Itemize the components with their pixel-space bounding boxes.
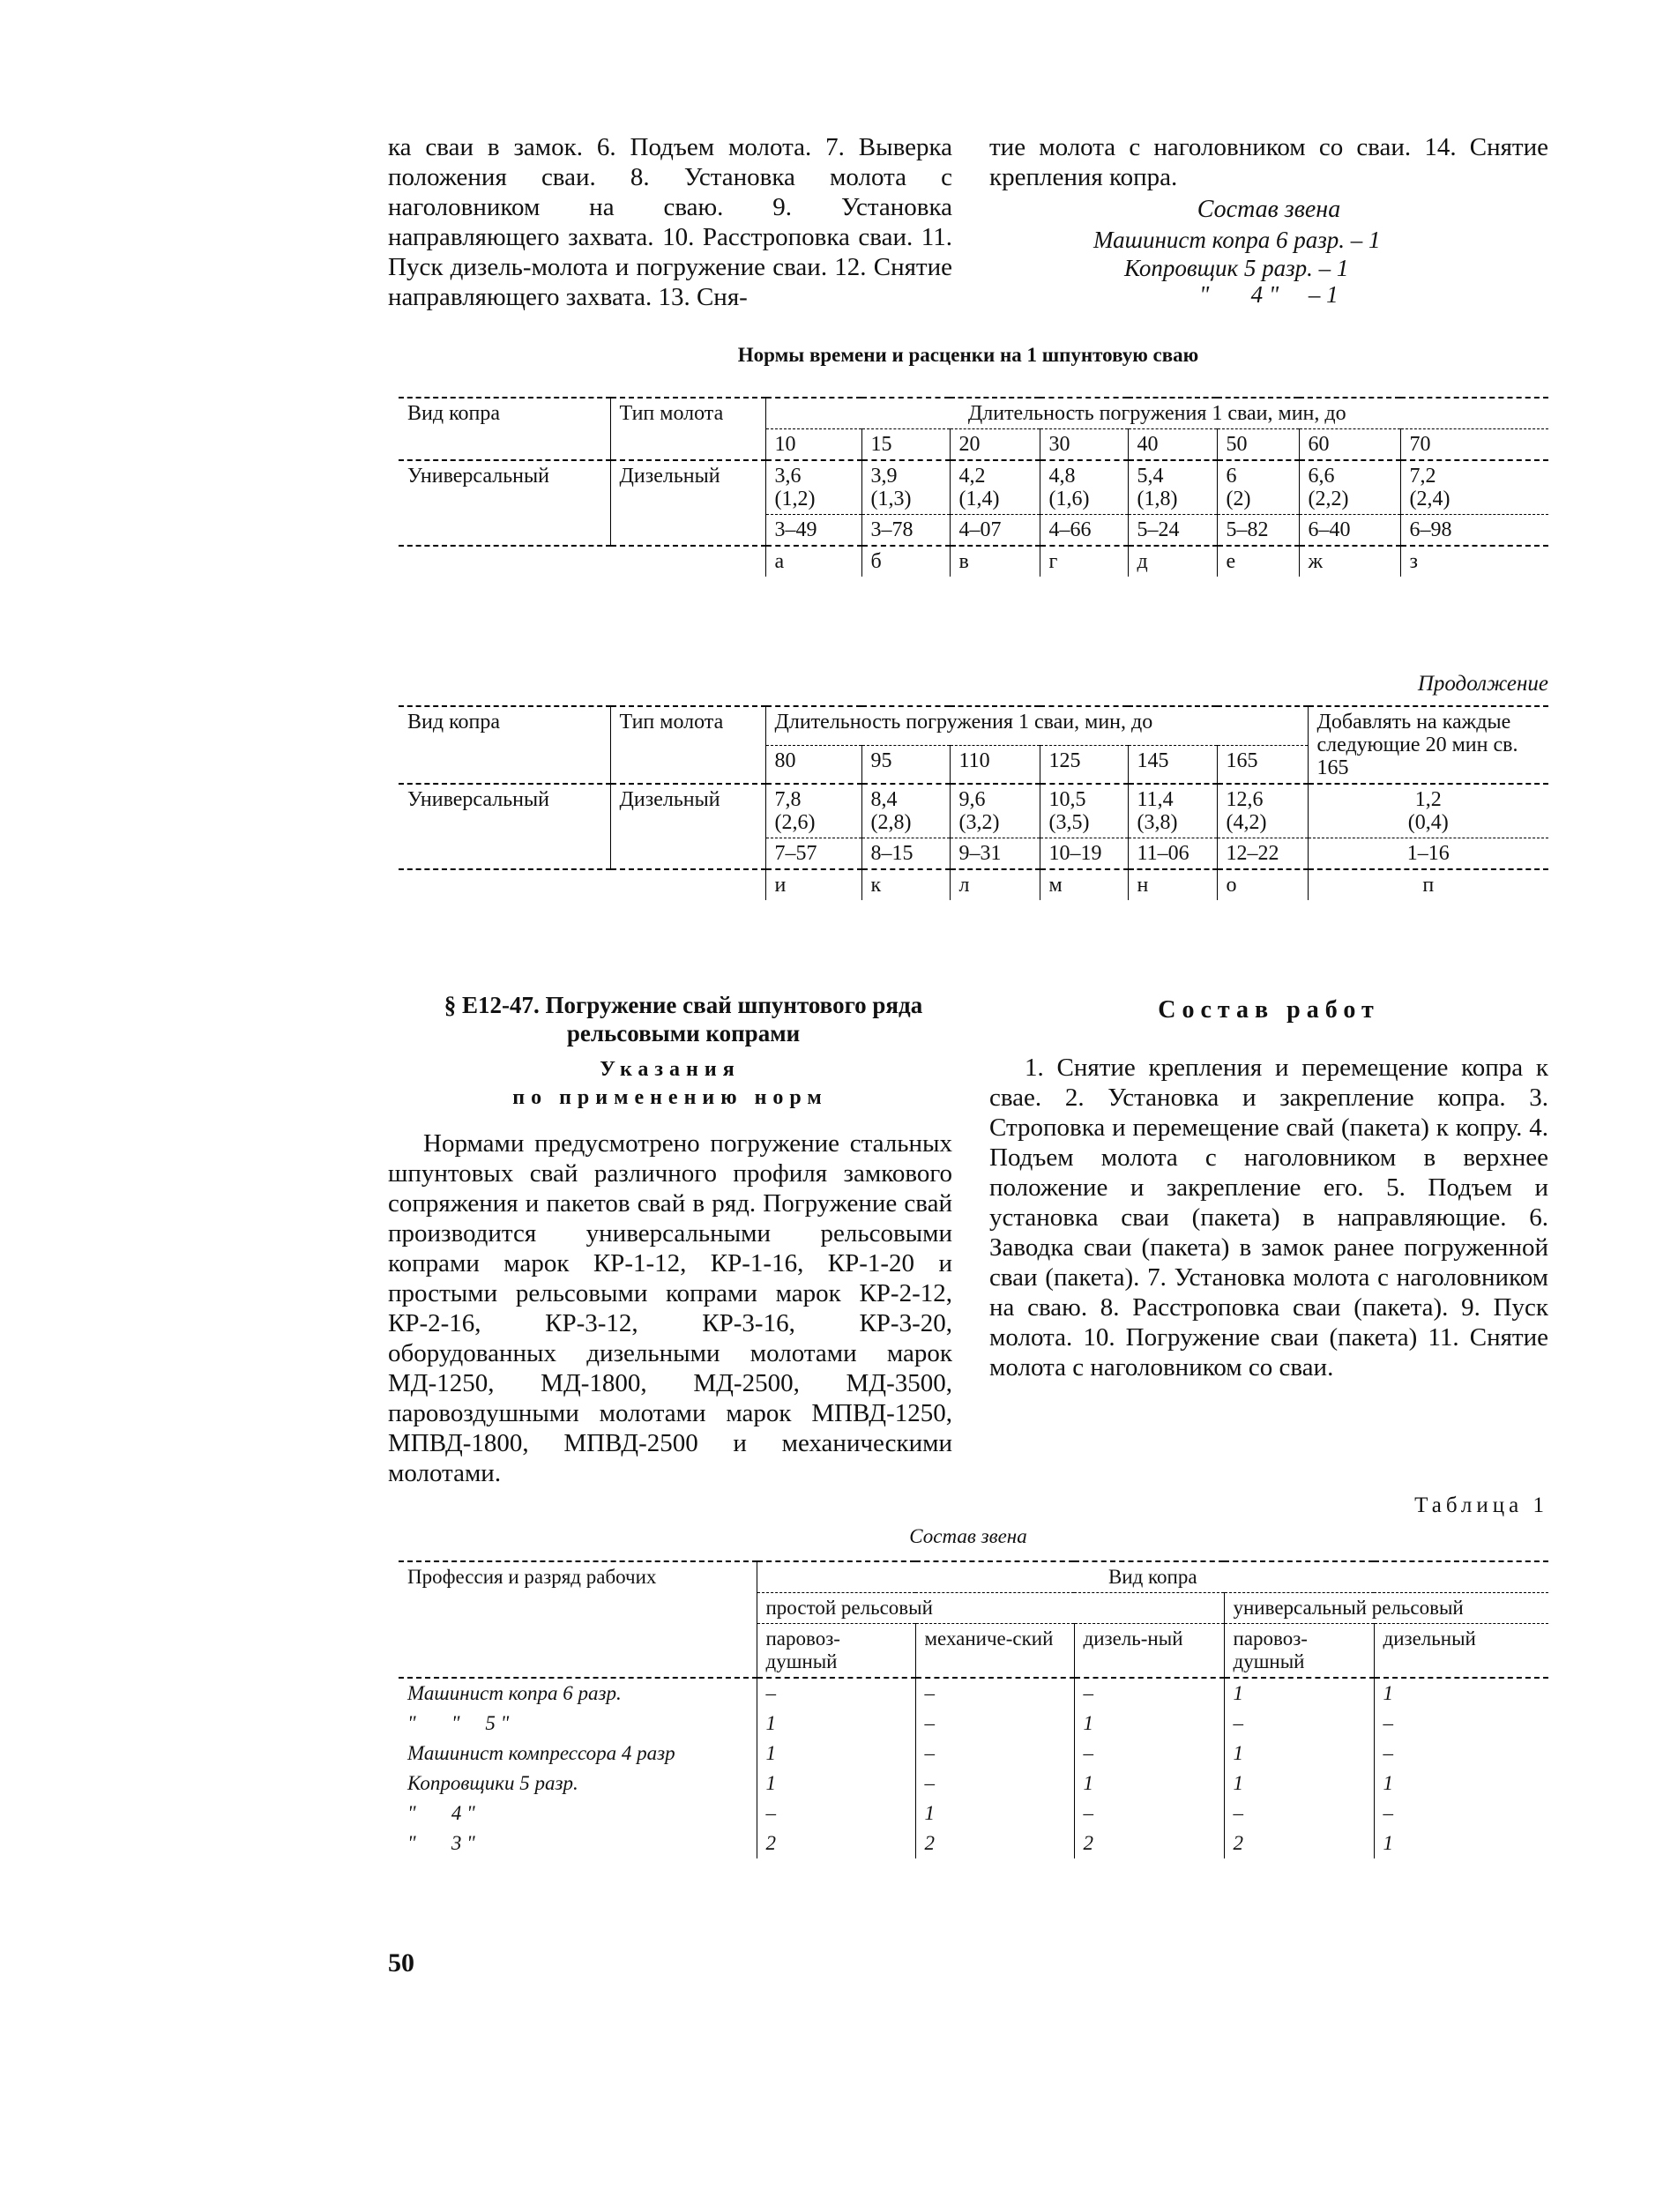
norm-cell: 6,6 (2,2) <box>1299 460 1400 515</box>
dur-cell: 125 <box>1040 745 1128 784</box>
dur-cell: 50 <box>1217 429 1299 461</box>
crew-cell: – <box>757 1678 915 1709</box>
crew-cell: 1 <box>915 1799 1074 1828</box>
crew-cell: – <box>915 1709 1074 1739</box>
norm-cell: 5,4 (1,8) <box>1128 460 1217 515</box>
top-right-text: тие молота с наголовником со сваи. 14. Снятие крепления копра. <box>989 133 1548 191</box>
price-cell: 3–49 <box>765 515 861 547</box>
heading-ukazaniya: Указания <box>600 1058 741 1081</box>
h-duration: Длительность погружения 1 сваи, мин, до <box>765 706 1308 745</box>
letter-cell: л <box>950 869 1040 900</box>
crew-cell: 1 <box>757 1769 915 1799</box>
crew-cell: 1 <box>1074 1769 1224 1799</box>
crew-cell: – <box>1074 1799 1224 1828</box>
continuation-label: Продолжение <box>1417 672 1548 696</box>
letter-cell: п <box>1308 869 1548 900</box>
price-cell: 5–24 <box>1128 515 1217 547</box>
crew-cell: 1 <box>1224 1769 1374 1799</box>
letter-cell: к <box>861 869 950 900</box>
letter-cell: з <box>1400 546 1548 577</box>
price-cell: 6–98 <box>1400 515 1548 547</box>
price-cell: 3–78 <box>861 515 950 547</box>
letter-cell: е <box>1217 546 1299 577</box>
letter-cell: б <box>861 546 950 577</box>
letter-cell: а <box>765 546 861 577</box>
dur-cell: 30 <box>1040 429 1128 461</box>
norm-cell: 12,6 (4,2) <box>1217 784 1308 838</box>
profession-name: Машинист копра 6 разр. <box>399 1678 757 1709</box>
letter-cell: н <box>1128 869 1217 900</box>
dur-cell: 145 <box>1128 745 1217 784</box>
letter-cell: г <box>1040 546 1128 577</box>
norm-cell: 4,8 (1,6) <box>1040 460 1128 515</box>
table1-label: Таблица 1 <box>1414 1493 1548 1517</box>
price-cell: 6–40 <box>1299 515 1400 547</box>
norms-caption: Нормы времени и расценки на 1 шпунтовую сваю <box>737 344 1199 366</box>
letter-cell: о <box>1217 869 1308 900</box>
profession-name: " " 5 " <box>407 1712 510 1734</box>
dur-cell: 70 <box>1400 429 1548 461</box>
h-simple-rail: простой рельсовый <box>757 1593 1224 1624</box>
h-duration: Длительность погружения 1 сваи, мин, до <box>765 398 1548 429</box>
section-body: Нормами предусмотрено погружение стальных шпунтовых свай различного профиля замкового сопряжения и пакетов свай в ряд. Погружение свай производится универсальными рельсовыми копрами марок КР-1-12, КР-1-16, КР-1-20 и простыми рельсовыми копрами марок КР-2-12, КР-2-16, КР-3-12, КР-3-16, КР-3-20, оборудованных дизельными молотами марок МД-1250, МД-1800, МД-2500, МД-3500, паровоздушными молотами марок МПВД-1250, МПВД-1800, МПВД-2500 и механическими молотами. <box>388 1129 952 1487</box>
price-cell-add: 1–16 <box>1308 838 1548 870</box>
crew-cell: – <box>757 1799 915 1828</box>
crew-cell: 2 <box>915 1828 1074 1858</box>
norm-cell: 11,4 (3,8) <box>1128 784 1217 838</box>
dur-cell: 95 <box>861 745 950 784</box>
price-cell: 4–07 <box>950 515 1040 547</box>
crew-title: Состав звена <box>1197 196 1341 223</box>
crew-cell: 1 <box>1374 1678 1548 1709</box>
profession-name: Копровщики 5 разр. <box>407 1772 578 1794</box>
table1-caption: Состав звена <box>909 1525 1027 1547</box>
crew-cell: 1 <box>1074 1709 1224 1739</box>
price-cell: 5–82 <box>1217 515 1299 547</box>
crew-cell: – <box>915 1678 1074 1709</box>
crew-line-1: Машинист копра 6 разр. – 1 <box>1093 227 1381 253</box>
price-cell: 8–15 <box>861 838 950 870</box>
profession-name: " 3 " <box>407 1832 475 1854</box>
heading-sostav-rabot: Состав работ <box>1158 996 1380 1024</box>
dur-cell: 60 <box>1299 429 1400 461</box>
price-cell: 10–19 <box>1040 838 1128 870</box>
crew-cell: – <box>1074 1739 1224 1769</box>
crew-line-3: " 4 " – 1 <box>1199 281 1339 308</box>
crew-table <box>399 1560 1548 1858</box>
h-molot: Тип молота <box>610 706 765 784</box>
norm-cell: 7,8 (2,6) <box>765 784 861 838</box>
dur-cell: 20 <box>950 429 1040 461</box>
dur-cell: 110 <box>950 745 1040 784</box>
h-add-each: Добавлять на каждые следующие 20 мин св. 165 <box>1308 706 1548 784</box>
letter-cell: в <box>950 546 1040 577</box>
crew-cell: – <box>1374 1709 1548 1739</box>
crew-cell: 2 <box>757 1828 915 1858</box>
crew-cell: – <box>1074 1678 1224 1709</box>
top-left-text: ка сваи в замок. 6. Подъем молота. 7. Выверка положения сваи. 8. Установка молота с наголовником на сваю. 9. Установка направляющего захвата. 10. Расстроповка сваи. 11. Пуск дизель-молота и погружение сваи. 12. Снятие направляющего захвата. 13. Сня- <box>388 133 952 311</box>
norm-cell: 8,4 (2,8) <box>861 784 950 838</box>
dur-cell: 10 <box>765 429 861 461</box>
crew-cell: 2 <box>1074 1828 1224 1858</box>
crew-cell: 1 <box>1224 1739 1374 1769</box>
price-cell: 9–31 <box>950 838 1040 870</box>
h-profession: Профессия и разряд рабочих <box>399 1561 757 1678</box>
norm-cell: 10,5 (3,5) <box>1040 784 1128 838</box>
row-molot: Дизельный <box>610 460 765 546</box>
section-title: § Е12-47. Погружение свай шпунтового ряда рельсовыми копрами <box>444 992 923 1046</box>
norm-cell: 4,2 (1,4) <box>950 460 1040 515</box>
h-kopr: Вид копра <box>399 398 610 460</box>
letter-cell: м <box>1040 869 1128 900</box>
crew-cell: 1 <box>757 1709 915 1739</box>
crew-cell: – <box>1374 1799 1548 1828</box>
price-cell: 12–22 <box>1217 838 1308 870</box>
norm-cell-add: 1,2 (0,4) <box>1308 784 1548 838</box>
crew-cell: 1 <box>1374 1769 1548 1799</box>
norm-cell: 9,6 (3,2) <box>950 784 1040 838</box>
dur-cell: 80 <box>765 745 861 784</box>
price-cell: 4–66 <box>1040 515 1128 547</box>
h-kopr: Вид копра <box>399 706 610 784</box>
crew-cell: 2 <box>1224 1828 1374 1858</box>
subhead: механиче-ский <box>915 1624 1074 1679</box>
norm-cell: 3,9 (1,3) <box>861 460 950 515</box>
crew-cell: 1 <box>1224 1678 1374 1709</box>
letter-cell: ж <box>1299 546 1400 577</box>
dur-cell: 40 <box>1128 429 1217 461</box>
letter-cell: д <box>1128 546 1217 577</box>
subhead: дизельный <box>1374 1624 1548 1679</box>
norm-cell: 3,6 (1,2) <box>765 460 861 515</box>
crew-cell: – <box>1374 1739 1548 1769</box>
h-universal-rail: универсальный рельсовый <box>1224 1593 1548 1624</box>
dur-cell: 165 <box>1217 745 1308 784</box>
h-molot: Тип молота <box>610 398 765 460</box>
crew-cell: – <box>915 1739 1074 1769</box>
subhead: паровоз-душный <box>1224 1624 1374 1679</box>
subhead: паровоз-душный <box>757 1624 915 1679</box>
crew-cell: – <box>915 1769 1074 1799</box>
norms-table <box>399 397 1548 577</box>
dur-cell: 15 <box>861 429 950 461</box>
profession-name: Машинист компрессора 4 разр <box>407 1742 675 1764</box>
crew-cell: 1 <box>1374 1828 1548 1858</box>
letter-cell: и <box>765 869 861 900</box>
row-kopr: Универсальный <box>399 784 610 869</box>
row-kopr: Универсальный <box>399 460 610 546</box>
crew-cell: – <box>1224 1709 1374 1739</box>
continuation-table <box>399 705 1548 900</box>
crew-line-2: Копровщик 5 разр. – 1 <box>1124 255 1349 281</box>
works-list: 1. Снятие крепления и перемещение копра к свае. 2. Установка и закрепление копра. 3. Строповка и перемещение свай (пакета) к копру. 4. Подъем молота с наголовником в верхнее положение и закрепление его. 5. Подъем и установка сваи (пакета) в направляющие. 6. Заводка сваи (пакета) в замок ранее погруженной сваи (пакета). 7. Установка молота с наголовником на сваю. 8. Расстроповка сваи (пакета). 9. Пуск молота. 10. Погружение сваи (пакета) 11. Снятие молота с наголовником со сваи. <box>989 1054 1548 1382</box>
price-cell: 11–06 <box>1128 838 1217 870</box>
page-number: 50 <box>388 1948 414 1977</box>
crew-cell: 1 <box>757 1739 915 1769</box>
heading-po-primeneniyu: по применению норм <box>512 1086 828 1109</box>
row-molot: Дизельный <box>610 784 765 869</box>
h-kopr-type: Вид копра <box>757 1561 1548 1593</box>
crew-cell: – <box>1224 1799 1374 1828</box>
profession-name: " 4 " <box>407 1802 475 1824</box>
norm-cell: 6 (2) <box>1217 460 1299 515</box>
norm-cell: 7,2 (2,4) <box>1400 460 1548 515</box>
price-cell: 7–57 <box>765 838 861 870</box>
subhead: дизель-ный <box>1074 1624 1224 1679</box>
